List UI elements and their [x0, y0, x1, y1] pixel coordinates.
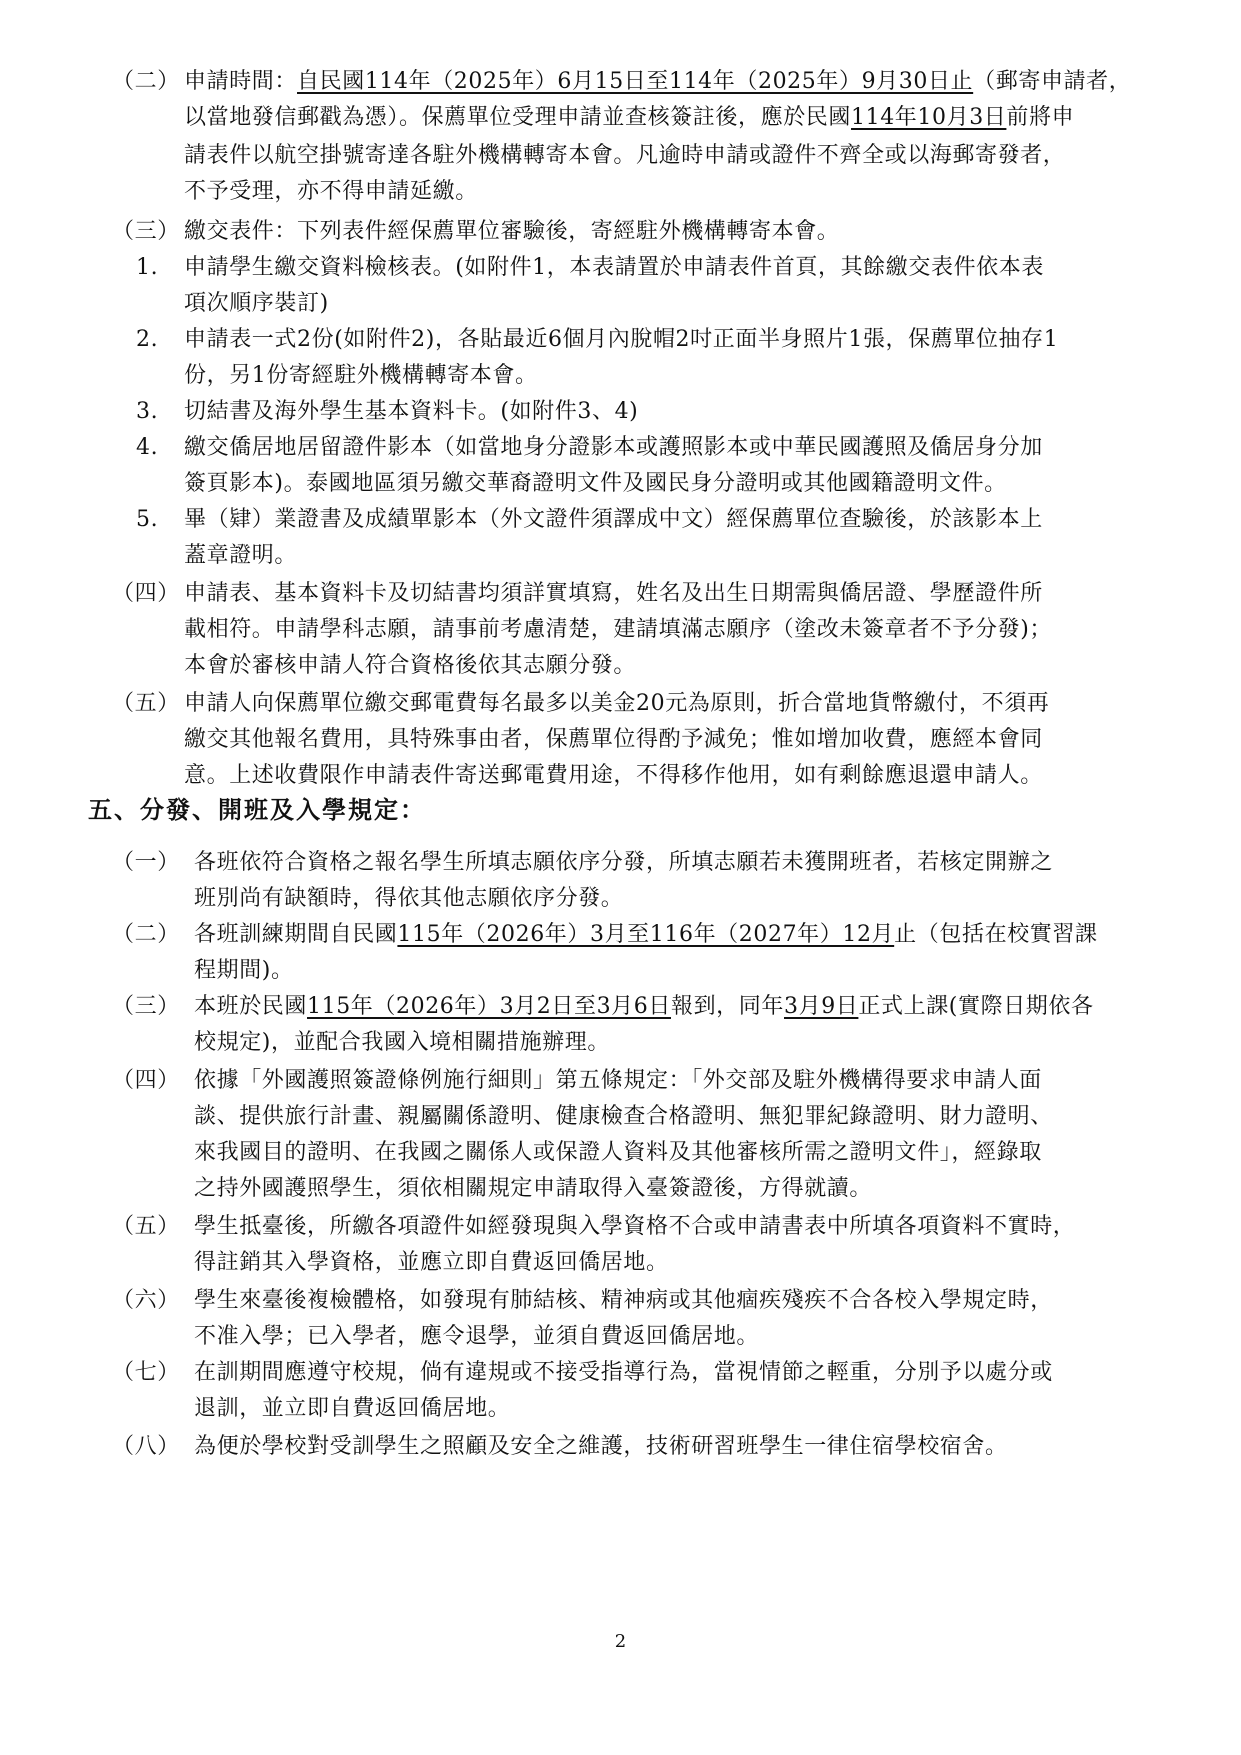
text-line [0, 248, 1241, 288]
underlined-date: 115年（2026年）3月2日至3月6日 [307, 994, 671, 1019]
text-segment: 意。上述收費限作申請表件寄送郵電費用途，不得移作他用，如有剩餘應退還申請人。 [184, 763, 1043, 788]
text-line [0, 1061, 1241, 1101]
item-text [184, 98, 1074, 138]
text-segment: 學生抵臺後，所繳各項證件如經發現與入學資格不合或申請書表中所填各項資料不實時， [194, 1214, 1076, 1239]
item-marker: 2. [136, 327, 159, 352]
item-text [194, 1023, 610, 1063]
text-line [0, 1389, 1241, 1429]
text-segment: 畢（肄）業證書及成績單影本（外文證件須譯成中文）經保薦單位查驗後，於該影本上 [184, 507, 1043, 532]
item-text [184, 212, 839, 252]
text-line [0, 464, 1241, 504]
text-segment: 程期間)。 [194, 958, 294, 983]
text-line [0, 879, 1241, 919]
text-line [0, 1427, 1241, 1467]
text-line [0, 428, 1241, 468]
text-segment: 退訓，並立即自費返回僑居地。 [194, 1396, 511, 1421]
text-segment: 繳交表件：下列表件經保薦單位審驗後，寄經駐外機構轉寄本會。 [184, 219, 840, 244]
text-segment: 申請時間： [184, 69, 298, 94]
item-text [194, 951, 294, 991]
item-marker: （二） [112, 69, 180, 94]
text-line [0, 1243, 1241, 1283]
item-text [194, 1133, 1042, 1173]
text-line [0, 1207, 1241, 1247]
text-segment: 簽頁影本)。泰國地區須另繳交華裔證明文件及國民身分證明或其他國籍證明文件。 [184, 471, 1007, 496]
underlined-date: 114年10月3日 [851, 105, 1007, 130]
text-line [0, 915, 1241, 955]
text-line [0, 98, 1241, 138]
item-text [184, 610, 1052, 650]
text-segment: 申請表一式2份(如附件2)，各貼最近6個月內脫帽2吋正面半身照片1張，保薦單位抽存1 [184, 327, 1059, 352]
text-line [0, 172, 1241, 212]
item-text [194, 1097, 1053, 1137]
text-segment: 之持外國護照學生，須依相關規定申請取得入臺簽證後，方得就讀。 [194, 1176, 873, 1201]
text-line [0, 843, 1241, 883]
text-line [0, 720, 1241, 760]
item-text [184, 464, 1007, 504]
text-segment: 不予受理，亦不得申請延繳。 [184, 179, 478, 204]
underlined-date: 自民國114年（2025年）6月15日至114年（2025年）9月30日止 [297, 69, 974, 94]
text-segment: 前將申 [1006, 105, 1075, 130]
item-text [194, 843, 1053, 883]
section-5-heading: 五、分發、開班及入學規定： [88, 795, 426, 824]
text-segment: 請表件以航空掛號寄達各駐外機構轉寄本會。凡逾時申請或證件不齊全或以海郵寄發者， [184, 143, 1066, 168]
text-segment: 蓋章證明。 [184, 543, 298, 568]
item-text [184, 684, 1049, 724]
item-marker: （五） [112, 1214, 180, 1239]
text-line [0, 1353, 1241, 1393]
text-segment: 各班依符合資格之報名學生所填志願依序分發，所填志願若未獲開班者，若核定開辦之 [194, 850, 1053, 875]
text-line [0, 62, 1241, 102]
item-text [194, 1169, 872, 1209]
text-segment: 份，另1份寄經駐外機構轉寄本會。 [184, 363, 538, 388]
text-segment: 校規定)，並配合我國入境相關措施辦理。 [194, 1030, 610, 1055]
text-line [0, 1133, 1241, 1173]
text-segment: 申請人向保薦單位繳交郵電費每名最多以美金20元為原則，折合當地貨幣繳付，不須再 [184, 691, 1050, 716]
text-segment: 班別尚有缺額時，得依其他志願依序分發。 [194, 886, 624, 911]
text-line [0, 987, 1241, 1027]
text-line [0, 1097, 1241, 1137]
item-text [184, 500, 1043, 540]
text-segment: 以當地發信郵戳為憑）。保薦單位受理申請並查核簽註後，應於民國 [184, 105, 852, 130]
item-marker: （一） [112, 850, 180, 875]
text-segment: 繳交其他報名費用，具特殊事由者，保薦單位得酌予減免；惟如增加收費，應經本會同 [184, 727, 1043, 752]
text-segment: 載相符。申請學科志願，請事前考慮清楚，建請填滿志願序（塗改未簽章者不予分發)； [184, 617, 1052, 642]
text-segment: 各班訓練期間自民國 [194, 922, 398, 947]
text-line [0, 1317, 1241, 1357]
item-text [194, 1207, 1075, 1247]
text-line [0, 136, 1241, 176]
text-line [0, 320, 1241, 360]
item-marker: （五） [112, 691, 180, 716]
text-segment: 項次順序裝訂) [184, 291, 329, 316]
item-text [194, 1061, 1042, 1101]
item-text [194, 987, 1094, 1027]
text-segment: 學生來臺後複檢體格，如發現有肺結核、精神病或其他痼疾殘疾不合各校入學規定時， [194, 1288, 1053, 1313]
text-segment: 來我國目的證明、在我國之關係人或保證人資料及其他審核所需之證明文件」，經錄取 [194, 1140, 1042, 1165]
text-segment: 依據「外國護照簽證條例施行細則」第五條規定：「外交部及駐外機構得要求申請人面 [194, 1068, 1042, 1093]
text-segment: （郵寄申請者， [973, 69, 1132, 94]
text-line [0, 610, 1241, 650]
text-line [0, 536, 1241, 576]
text-line [0, 212, 1241, 252]
item-text [194, 1353, 1053, 1393]
item-text [184, 720, 1043, 760]
text-segment: 不准入學；已入學者，應令退學，並須自費返回僑居地。 [194, 1324, 760, 1349]
item-text [184, 284, 329, 324]
underlined-date: 3月9日 [784, 994, 859, 1019]
text-line [0, 574, 1241, 614]
item-text [184, 136, 1065, 176]
item-text [194, 915, 1098, 955]
text-segment: 申請學生繳交資料檢核表。(如附件1，本表請置於申請表件首頁，其餘繳交表件依本表 [184, 255, 1044, 280]
item-text [184, 646, 636, 686]
text-segment: 報到，同年 [670, 994, 784, 1019]
text-segment: 申請表、基本資料卡及切結書均須詳實填寫，姓名及出生日期需與僑居證、學歷證件所 [184, 581, 1043, 606]
text-segment: 本班於民國 [194, 994, 308, 1019]
text-line [0, 1281, 1241, 1321]
item-text [194, 1281, 1053, 1321]
item-text [184, 62, 1131, 102]
item-text [194, 879, 623, 919]
item-marker: 5. [136, 507, 159, 532]
item-marker: 4. [136, 435, 159, 460]
item-marker: 1. [136, 255, 159, 280]
text-line [0, 356, 1241, 396]
text-line [0, 1023, 1241, 1063]
text-line [0, 500, 1241, 540]
item-marker: （四） [112, 1068, 180, 1093]
item-text [184, 356, 538, 396]
item-text [194, 1427, 1008, 1467]
item-marker: （三） [112, 219, 180, 244]
text-segment: 得註銷其入學資格，並應立即自費返回僑居地。 [194, 1250, 669, 1275]
item-marker: （四） [112, 581, 180, 606]
text-segment: 在訓期間應遵守校規，倘有違規或不接受指導行為，當視情節之輕重，分別予以處分或 [194, 1360, 1053, 1385]
item-text [184, 574, 1043, 614]
item-marker: （六） [112, 1288, 180, 1313]
text-line [0, 1169, 1241, 1209]
text-segment: 繳交僑居地居留證件影本（如當地身分證影本或護照影本或中華民國護照及僑居身分加 [184, 435, 1043, 460]
text-segment: 為便於學校對受訓學生之照顧及安全之維護，技術研習班學生一律住宿學校宿舍。 [194, 1434, 1008, 1459]
item-marker: （三） [112, 994, 180, 1019]
text-segment: 止（包括在校實習課 [894, 922, 1098, 947]
text-segment: 切結書及海外學生基本資料卡。(如附件3、4) [184, 399, 639, 424]
page-number: 2 [614, 1631, 627, 1652]
item-marker: 3. [136, 399, 159, 424]
text-segment: 正式上課(實際日期依各 [858, 994, 1094, 1019]
text-segment: 談、提供旅行計畫、親屬關係證明、健康檢查合格證明、無犯罪紀錄證明、財力證明、 [194, 1104, 1053, 1129]
item-marker: （八） [112, 1434, 180, 1459]
item-text [184, 392, 638, 432]
item-text [194, 1317, 759, 1357]
underlined-date: 115年（2026年）3月至116年（2027年）12月 [397, 922, 895, 947]
item-text [184, 428, 1043, 468]
text-line [0, 684, 1241, 724]
text-segment: 本會於審核申請人符合資格後依其志願分發。 [184, 653, 637, 678]
item-text [194, 1243, 669, 1283]
item-marker: （七） [112, 1360, 180, 1385]
item-text [184, 172, 478, 212]
item-text [184, 536, 297, 576]
text-line [0, 951, 1241, 991]
item-text [184, 320, 1058, 360]
text-line [0, 284, 1241, 324]
text-line [0, 392, 1241, 432]
text-line [0, 646, 1241, 686]
item-text [184, 248, 1044, 288]
item-marker: （二） [112, 922, 180, 947]
item-text [194, 1389, 510, 1429]
